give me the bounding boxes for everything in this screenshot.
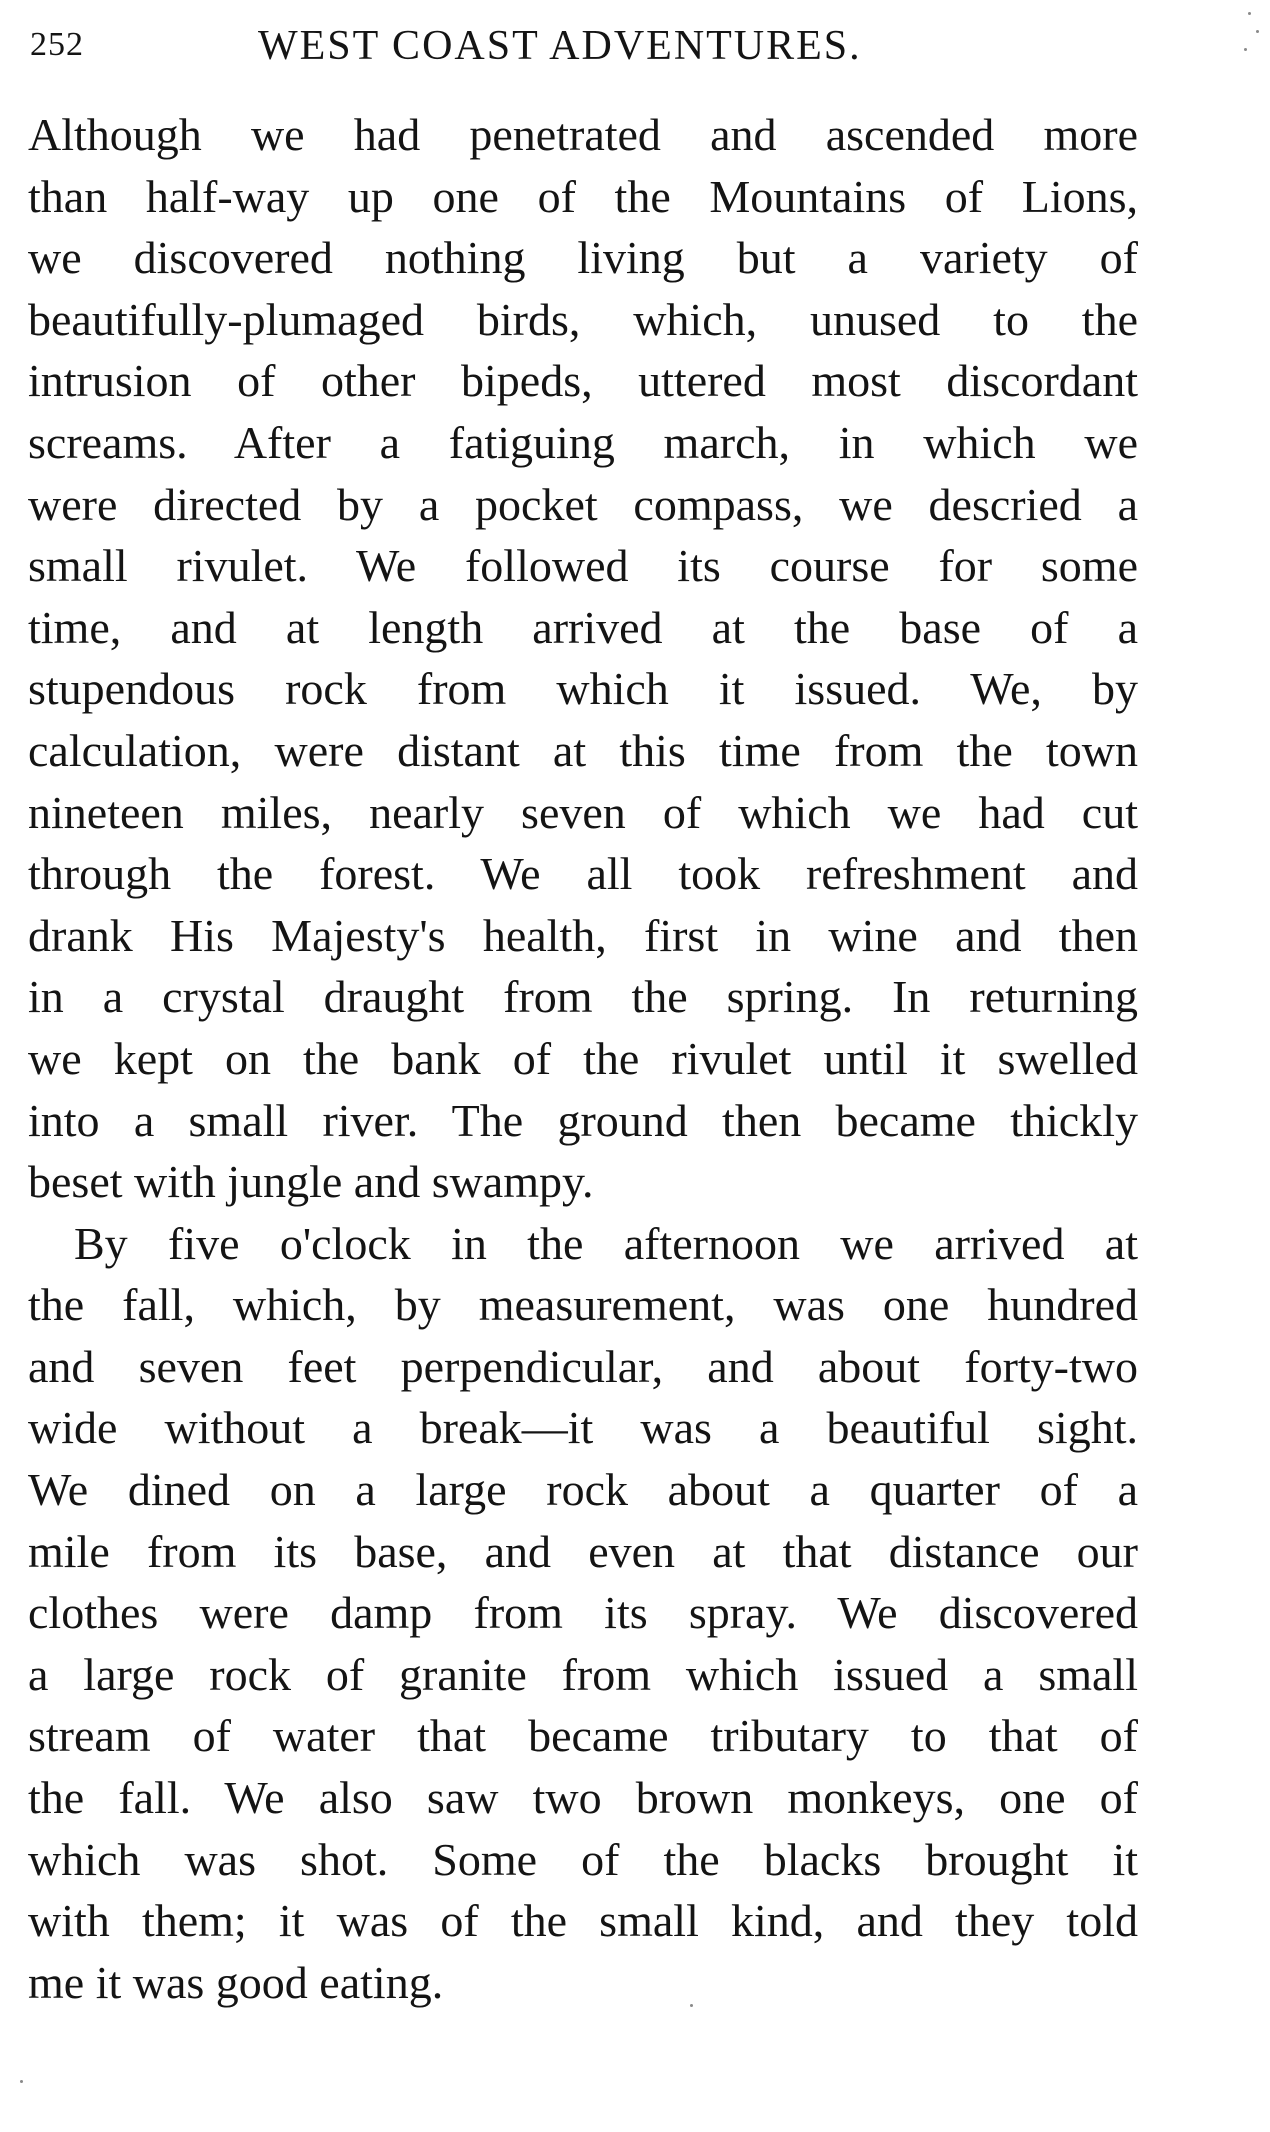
paragraph-2 [28,1213,1138,2014]
text-line: screams. After a fatiguing march, in which we [28,416,1138,468]
text-line: than half-way up one of the Mountains of Lions, [28,170,1138,222]
text-line: with them; it was of the small kind, and they told [28,1895,1138,1947]
text-line: calculation, were distant at this time from the town [28,724,1138,776]
text-line: a large rock of granite from which issued a small [28,1648,1138,1700]
text-line: beautifully-plumaged birds, which, unused to the [28,293,1138,345]
text-line: stupendous rock from which it issued. We, by [28,663,1138,715]
text-line: into a small river. The ground then became thickly [28,1094,1138,1146]
text-line: We dined on a large rock about a quarter of a [28,1464,1138,1516]
text-line: we kept on the bank of the rivulet until it swelled [28,1032,1138,1084]
text-line: the fall. We also saw two brown monkeys, one of [28,1772,1138,1824]
page-number: 252 [30,26,84,63]
text-line: clothes were damp from its spray. We discovered [28,1587,1138,1639]
text-line: nineteen miles, nearly seven of which we had cut [28,786,1138,838]
paragraph-1 [28,104,1138,1213]
text-line: through the forest. We all took refreshment and [28,848,1138,900]
text-line: which was shot. Some of the blacks brought it [28,1833,1138,1885]
paper-speck [20,2080,23,2083]
text-line: By five o'clock in the afternoon we arrived at [74,1217,1138,1269]
paper-speck [1244,48,1247,51]
paper-speck [1248,12,1251,15]
text-line: stream of water that became tributary to that of [28,1710,1138,1762]
text-line: the fall, which, by measurement, was one hundred [28,1279,1138,1331]
text-line: were directed by a pocket compass, we descried a [28,478,1138,530]
text-line: small rivulet. We followed its course for some [28,540,1138,592]
text-line: me it was good eating. [28,1956,444,2008]
text-line: beset with jungle and swampy. [28,1156,594,1208]
paper-speck [1256,30,1259,33]
text-line: time, and at length arrived at the base of a [28,601,1138,653]
text-line: in a crystal draught from the spring. In returning [28,971,1138,1023]
text-line: Although we had penetrated and ascended more [28,109,1138,160]
text-line: and seven feet perpendicular, and about forty-two [28,1340,1138,1392]
text-line: wide without a break—it was a beautiful sight. [28,1402,1138,1454]
paper-speck [690,2004,693,2007]
running-head: WEST COAST ADVENTURES. [258,23,862,69]
text-line: intrusion of other bipeds, uttered most discordant [28,355,1138,407]
text-line: we discovered nothing living but a variety of [28,232,1138,284]
text-line: mile from its base, and even at that distance our [28,1525,1138,1577]
text-line: drank His Majesty's health, first in wine and then [28,909,1138,961]
body-text [28,104,1138,2013]
page-header [30,22,1030,72]
